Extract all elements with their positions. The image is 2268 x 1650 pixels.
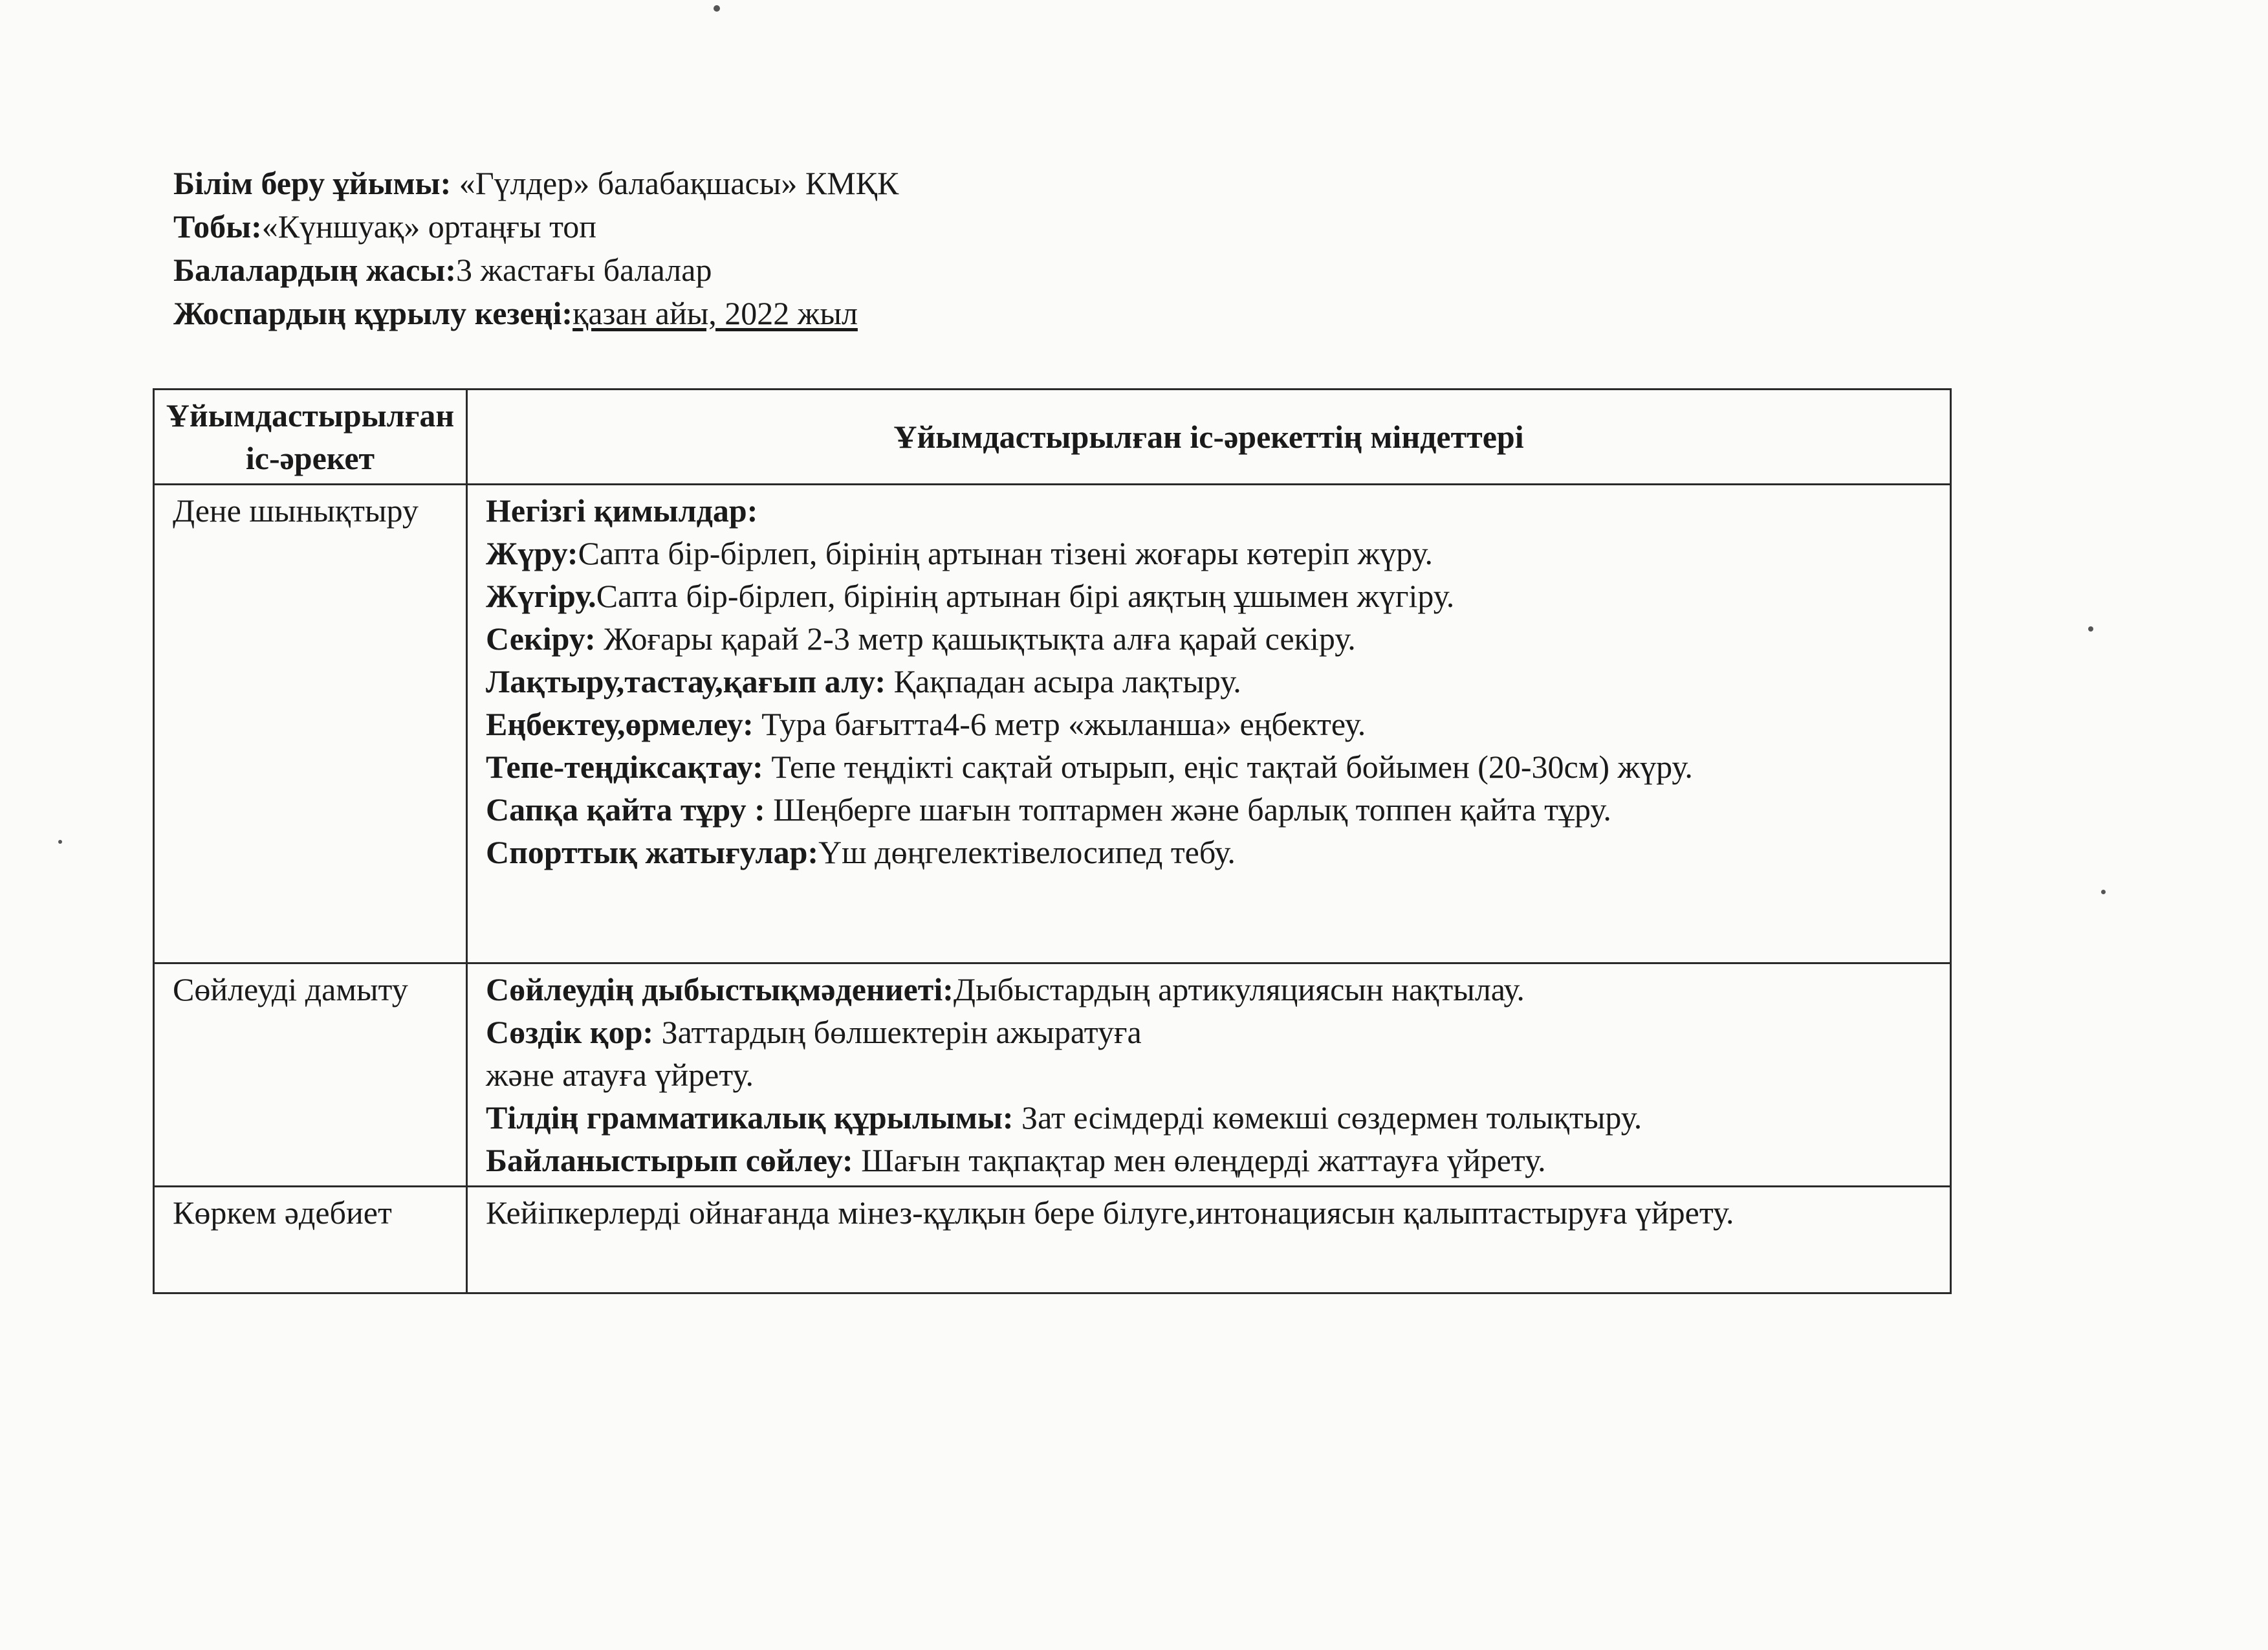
task-item: Жүру:Сапта бір-бірлеп, бірінің артынан тізені жоғары көтеріп жүру. [486,535,1434,571]
tasks-cell [467,485,1951,963]
col1-header: Ұйымдастырылған іс-әрекет [154,390,467,485]
document-header [173,162,899,335]
scan-speck [2088,626,2093,632]
table-row [154,963,1951,1187]
scan-speck [58,840,62,844]
group-line [173,205,899,248]
task-item: Тепе-теңдіксақтау: Тепе теңдікті сақтай отырып, еңіс тақтай бойымен (20-30см) жүру. [486,749,1693,785]
org-line [173,162,899,205]
age-label: Балалардың жасы: [173,252,456,288]
activity-cell: Дене шынықтыру [154,485,467,963]
org-value: «Гүлдер» балабақшасы» КМҚК [459,165,899,201]
table-row [154,1187,1951,1293]
activity-cell: Көркем әдебиет [154,1187,467,1293]
group-value: «Күншуақ» ортаңғы топ [261,208,597,245]
col2-header: Ұйымдастырылған іс-әрекеттің міндеттері [467,390,1951,485]
table-header-row [154,390,1951,485]
task-item: Секіру: Жоғары қарай 2-3 метр қашықтықта алға қарай секіру. [486,621,1356,657]
task-item: Сөйлеудің дыбыстықмәдениеті:Дыбыстардың артикуляциясын нақтылау. [486,971,1525,1007]
task-item: Сөздік қор: Заттардың бөлшектерін ажыратуға [486,1014,1142,1050]
period-label: Жоспардың құрылу кезеңі: [173,295,573,331]
scan-speck [2101,890,2106,894]
task-item: және атауға үйрету. [486,1057,754,1093]
task-item: Еңбектеу,өрмелеу: Тура бағытта4-6 метр «жыланша» еңбектеу. [486,706,1366,742]
task-item: Лақтыру,тастау,қағып алу: Қақпадан асыра лақтыру. [486,663,1241,699]
task-item: Байланыстырып сөйлеу: Шағын тақпақтар мен өлеңдерді жаттауға үйрету. [486,1142,1546,1178]
activity-plan-table [153,388,1952,1294]
task-item: Сапқа қайта тұру : Шеңберге шағын топтармен және барлық топпен қайта тұру. [486,791,1611,828]
scan-speck [714,5,720,12]
group-label: Тобы: [173,208,262,245]
task-item: Спорттық жатығулар:Үш дөңгелектівелосипед тебу. [486,834,1236,870]
age-value: 3 жастағы балалар [455,252,712,288]
age-line [173,248,899,292]
table-row [154,485,1951,963]
tasks-cell [467,963,1951,1187]
task-item: Тілдің грамматикалық құрылымы: Зат есімдерді көмекші сөздермен толықтыру. [486,1099,1642,1136]
task-item: Негізгі қимылдар: [486,492,758,529]
task-item: Жүгіру.Сапта бір-бірлеп, бірінің артынан бірі аяқтың ұшымен жүгіру. [486,578,1455,614]
tasks-cell [467,1187,1951,1293]
task-item: Кейіпкерлерді ойнағанда мінез-құлқын бере білуге,интонациясын қалыптастыруға үйрету. [486,1194,1734,1231]
org-label: Білім беру ұйымы: [173,165,452,201]
period-value: қазан айы, 2022 жыл [572,295,858,331]
period-line [173,292,899,335]
activity-cell: Сөйлеуді дамыту [154,963,467,1187]
